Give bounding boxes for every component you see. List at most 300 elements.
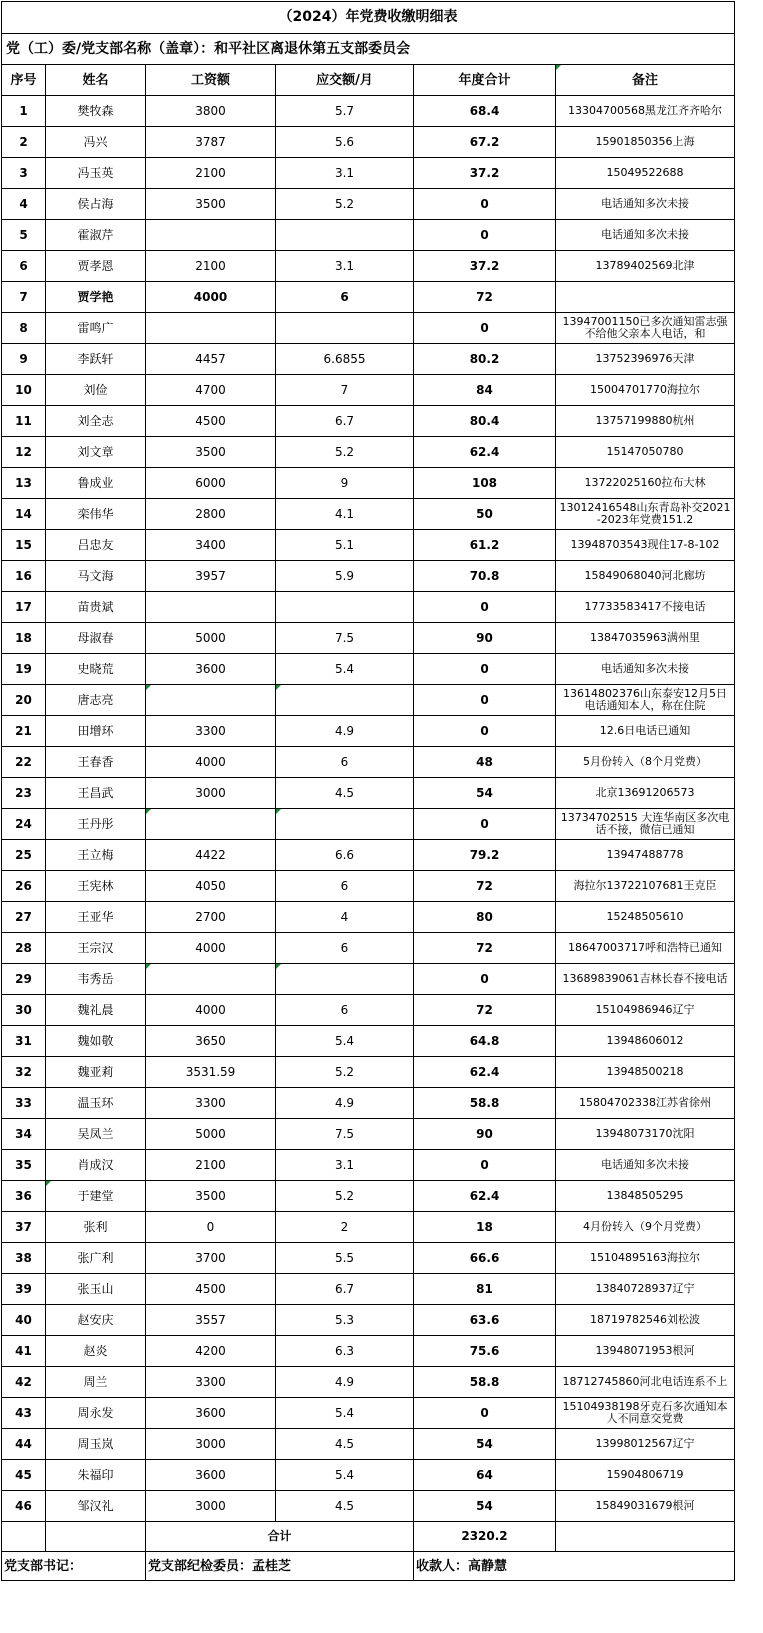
remark: 13948500218 bbox=[556, 1057, 735, 1088]
salary-amount: 0 bbox=[146, 1212, 276, 1243]
salary-amount: 2100 bbox=[146, 158, 276, 189]
table-row bbox=[2, 313, 735, 344]
monthly-fee bbox=[276, 592, 414, 623]
row-number: 18 bbox=[2, 623, 46, 654]
annual-total: 58.8 bbox=[414, 1367, 556, 1398]
member-name: 张利 bbox=[46, 1212, 146, 1243]
table-row bbox=[2, 1026, 735, 1057]
row-number: 2 bbox=[2, 127, 46, 158]
row-number: 29 bbox=[2, 964, 46, 995]
member-name: 刘全志 bbox=[46, 406, 146, 437]
salary-amount bbox=[146, 313, 276, 344]
member-name: 栾伟华 bbox=[46, 499, 146, 530]
annual-total: 108 bbox=[414, 468, 556, 499]
member-name: 刘文章 bbox=[46, 437, 146, 468]
header-salary: 工资额 bbox=[146, 65, 276, 96]
member-name: 王昌武 bbox=[46, 778, 146, 809]
monthly-fee: 6.7 bbox=[276, 406, 414, 437]
remark: 13304700568黑龙江齐齐哈尔 bbox=[556, 96, 735, 127]
annual-total: 54 bbox=[414, 778, 556, 809]
remark: 13789402569北津 bbox=[556, 251, 735, 282]
row-number: 16 bbox=[2, 561, 46, 592]
row-number: 12 bbox=[2, 437, 46, 468]
salary-amount: 5000 bbox=[146, 623, 276, 654]
annual-total: 72 bbox=[414, 933, 556, 964]
monthly-fee: 6 bbox=[276, 871, 414, 902]
member-name: 唐志亮 bbox=[46, 685, 146, 716]
remark: 13689839061吉林长春不接电话 bbox=[556, 964, 735, 995]
remark bbox=[556, 282, 735, 313]
salary-amount: 3787 bbox=[146, 127, 276, 158]
row-number: 46 bbox=[2, 1491, 46, 1522]
remark: 15104895163海拉尔 bbox=[556, 1243, 735, 1274]
org-row bbox=[2, 34, 735, 65]
salary-amount: 4500 bbox=[146, 406, 276, 437]
table-row bbox=[2, 1181, 735, 1212]
monthly-fee: 4.9 bbox=[276, 716, 414, 747]
row-number: 31 bbox=[2, 1026, 46, 1057]
salary-amount: 5000 bbox=[146, 1119, 276, 1150]
member-name: 王立梅 bbox=[46, 840, 146, 871]
total-label: 合计 bbox=[146, 1522, 414, 1552]
annual-total: 64 bbox=[414, 1460, 556, 1491]
salary-amount: 4000 bbox=[146, 933, 276, 964]
annual-total: 18 bbox=[414, 1212, 556, 1243]
row-number: 34 bbox=[2, 1119, 46, 1150]
remark: 13722025160拉布大林 bbox=[556, 468, 735, 499]
row-number: 20 bbox=[2, 685, 46, 716]
member-name: 魏如敬 bbox=[46, 1026, 146, 1057]
row-number: 45 bbox=[2, 1460, 46, 1491]
table-row bbox=[2, 1398, 735, 1429]
member-name: 樊牧森 bbox=[46, 96, 146, 127]
monthly-fee: 5.2 bbox=[276, 437, 414, 468]
salary-amount: 4000 bbox=[146, 747, 276, 778]
remark: 电话通知多次未接 bbox=[556, 220, 735, 251]
salary-amount: 2800 bbox=[146, 499, 276, 530]
monthly-fee bbox=[276, 964, 414, 995]
salary-amount bbox=[146, 964, 276, 995]
annual-total: 62.4 bbox=[414, 1181, 556, 1212]
annual-total: 0 bbox=[414, 685, 556, 716]
salary-amount bbox=[146, 592, 276, 623]
remark: 13757199880杭州 bbox=[556, 406, 735, 437]
monthly-fee: 5.4 bbox=[276, 1398, 414, 1429]
row-number: 30 bbox=[2, 995, 46, 1026]
member-name: 肖成汉 bbox=[46, 1150, 146, 1181]
annual-total: 90 bbox=[414, 1119, 556, 1150]
row-number: 32 bbox=[2, 1057, 46, 1088]
remark: 13734702515 大连华南区多次电话不接，微信已通知 bbox=[556, 809, 735, 840]
member-name: 贾学艳 bbox=[46, 282, 146, 313]
row-number: 8 bbox=[2, 313, 46, 344]
table-row bbox=[2, 375, 735, 406]
table-row bbox=[2, 1274, 735, 1305]
monthly-fee: 5.4 bbox=[276, 654, 414, 685]
table-row bbox=[2, 592, 735, 623]
salary-amount: 2100 bbox=[146, 1150, 276, 1181]
monthly-fee: 5.5 bbox=[276, 1243, 414, 1274]
monthly-fee: 6.7 bbox=[276, 1274, 414, 1305]
remark: 18647003717呼和浩特已通知 bbox=[556, 933, 735, 964]
fee-sheet bbox=[1, 1, 734, 1581]
remark: 电话通知多次未接 bbox=[556, 1150, 735, 1181]
monthly-fee: 6 bbox=[276, 282, 414, 313]
remark: 4月份转入（9个月党费） bbox=[556, 1212, 735, 1243]
monthly-fee: 5.7 bbox=[276, 96, 414, 127]
monthly-fee: 6.3 bbox=[276, 1336, 414, 1367]
salary-amount: 3600 bbox=[146, 654, 276, 685]
table-row bbox=[2, 251, 735, 282]
salary-amount: 3531.59 bbox=[146, 1057, 276, 1088]
annual-total: 0 bbox=[414, 592, 556, 623]
monthly-fee bbox=[276, 809, 414, 840]
remark: 15248505610 bbox=[556, 902, 735, 933]
row-number: 7 bbox=[2, 282, 46, 313]
member-name: 张玉山 bbox=[46, 1274, 146, 1305]
salary-amount: 4422 bbox=[146, 840, 276, 871]
annual-total: 0 bbox=[414, 654, 556, 685]
monthly-fee bbox=[276, 685, 414, 716]
annual-total: 48 bbox=[414, 747, 556, 778]
row-number: 1 bbox=[2, 96, 46, 127]
row-number: 25 bbox=[2, 840, 46, 871]
member-name: 李跃轩 bbox=[46, 344, 146, 375]
salary-amount bbox=[146, 809, 276, 840]
row-number: 22 bbox=[2, 747, 46, 778]
member-name: 霍淑芹 bbox=[46, 220, 146, 251]
salary-amount: 3400 bbox=[146, 530, 276, 561]
table-row bbox=[2, 189, 735, 220]
table-row bbox=[2, 437, 735, 468]
row-number: 13 bbox=[2, 468, 46, 499]
remark: 13947001150已多次通知雷志强不给他父亲本人电话，和 bbox=[556, 313, 735, 344]
row-number: 35 bbox=[2, 1150, 46, 1181]
member-name: 史晓荒 bbox=[46, 654, 146, 685]
remark: 18712745860河北电话连系不上 bbox=[556, 1367, 735, 1398]
table-row bbox=[2, 871, 735, 902]
monthly-fee: 4.5 bbox=[276, 1491, 414, 1522]
row-number: 9 bbox=[2, 344, 46, 375]
annual-total: 54 bbox=[414, 1429, 556, 1460]
table-row bbox=[2, 747, 735, 778]
member-name: 吕忠友 bbox=[46, 530, 146, 561]
table-row bbox=[2, 1150, 735, 1181]
annual-total: 75.6 bbox=[414, 1336, 556, 1367]
row-number: 28 bbox=[2, 933, 46, 964]
salary-amount: 4500 bbox=[146, 1274, 276, 1305]
monthly-fee: 7.5 bbox=[276, 623, 414, 654]
row-number: 19 bbox=[2, 654, 46, 685]
member-name: 侯占海 bbox=[46, 189, 146, 220]
annual-total: 64.8 bbox=[414, 1026, 556, 1057]
annual-total: 62.4 bbox=[414, 437, 556, 468]
annual-total: 81 bbox=[414, 1274, 556, 1305]
total-blank bbox=[2, 1522, 46, 1552]
member-name: 苗贵斌 bbox=[46, 592, 146, 623]
table-row bbox=[2, 468, 735, 499]
salary-amount: 3000 bbox=[146, 778, 276, 809]
member-name: 王宪林 bbox=[46, 871, 146, 902]
member-name: 于建堂 bbox=[46, 1181, 146, 1212]
table-row bbox=[2, 1460, 735, 1491]
row-number: 37 bbox=[2, 1212, 46, 1243]
remark: 15049522688 bbox=[556, 158, 735, 189]
row-number: 36 bbox=[2, 1181, 46, 1212]
annual-total: 0 bbox=[414, 313, 556, 344]
salary-amount: 3300 bbox=[146, 716, 276, 747]
member-name: 母淑春 bbox=[46, 623, 146, 654]
table-row bbox=[2, 1119, 735, 1150]
monthly-fee: 3.1 bbox=[276, 158, 414, 189]
table-row bbox=[2, 778, 735, 809]
table-row bbox=[2, 96, 735, 127]
member-name: 韦秀岳 bbox=[46, 964, 146, 995]
salary-amount bbox=[146, 685, 276, 716]
annual-total: 0 bbox=[414, 1150, 556, 1181]
monthly-fee: 5.3 bbox=[276, 1305, 414, 1336]
remark: 15901850356上海 bbox=[556, 127, 735, 158]
salary-amount: 4000 bbox=[146, 282, 276, 313]
annual-total: 50 bbox=[414, 499, 556, 530]
annual-total: 63.6 bbox=[414, 1305, 556, 1336]
header-name: 姓名 bbox=[46, 65, 146, 96]
member-name: 马文海 bbox=[46, 561, 146, 592]
row-number: 24 bbox=[2, 809, 46, 840]
monthly-fee: 7.5 bbox=[276, 1119, 414, 1150]
table-row bbox=[2, 933, 735, 964]
salary-amount: 3000 bbox=[146, 1429, 276, 1460]
total-row bbox=[2, 1522, 735, 1552]
table-row bbox=[2, 1212, 735, 1243]
remark: 12.6日电话已通知 bbox=[556, 716, 735, 747]
secretary-sign: 党支部书记： bbox=[2, 1552, 146, 1581]
remark: 13947488778 bbox=[556, 840, 735, 871]
row-number: 14 bbox=[2, 499, 46, 530]
table-row bbox=[2, 1088, 735, 1119]
total-blank bbox=[46, 1522, 146, 1552]
member-name: 冯玉英 bbox=[46, 158, 146, 189]
annual-total: 66.6 bbox=[414, 1243, 556, 1274]
row-number: 6 bbox=[2, 251, 46, 282]
annual-total: 68.4 bbox=[414, 96, 556, 127]
annual-total: 72 bbox=[414, 871, 556, 902]
table-row bbox=[2, 127, 735, 158]
annual-total: 80.4 bbox=[414, 406, 556, 437]
remark: 13948071953根河 bbox=[556, 1336, 735, 1367]
row-number: 42 bbox=[2, 1367, 46, 1398]
monthly-fee: 5.1 bbox=[276, 530, 414, 561]
member-name: 魏礼晨 bbox=[46, 995, 146, 1026]
row-number: 26 bbox=[2, 871, 46, 902]
table-row bbox=[2, 1367, 735, 1398]
salary-amount: 3600 bbox=[146, 1460, 276, 1491]
salary-amount: 4000 bbox=[146, 995, 276, 1026]
remark: 电话通知多次未接 bbox=[556, 654, 735, 685]
monthly-fee bbox=[276, 313, 414, 344]
monthly-fee: 9 bbox=[276, 468, 414, 499]
remark: 13752396976天津 bbox=[556, 344, 735, 375]
annual-total: 0 bbox=[414, 809, 556, 840]
member-name: 王丹彤 bbox=[46, 809, 146, 840]
monthly-fee: 4.9 bbox=[276, 1088, 414, 1119]
annual-total: 37.2 bbox=[414, 158, 556, 189]
salary-amount: 3500 bbox=[146, 437, 276, 468]
annual-total: 37.2 bbox=[414, 251, 556, 282]
salary-amount: 3300 bbox=[146, 1088, 276, 1119]
member-name: 雷鸣广 bbox=[46, 313, 146, 344]
remark: 15004701770海拉尔 bbox=[556, 375, 735, 406]
remark: 13948703543现住17-8-102 bbox=[556, 530, 735, 561]
header-annual: 年度合计 bbox=[414, 65, 556, 96]
member-name: 魏亚莉 bbox=[46, 1057, 146, 1088]
member-name: 贾孝恩 bbox=[46, 251, 146, 282]
member-name: 吴凤兰 bbox=[46, 1119, 146, 1150]
annual-total: 0 bbox=[414, 189, 556, 220]
member-name: 王宗汉 bbox=[46, 933, 146, 964]
remark: 15147050780 bbox=[556, 437, 735, 468]
table-row bbox=[2, 995, 735, 1026]
remark: 电话通知多次未接 bbox=[556, 189, 735, 220]
table-row bbox=[2, 282, 735, 313]
monthly-fee: 4 bbox=[276, 902, 414, 933]
monthly-fee: 5.4 bbox=[276, 1026, 414, 1057]
sheet-title: （2024）年党费收缴明细表 bbox=[2, 2, 735, 34]
row-number: 23 bbox=[2, 778, 46, 809]
annual-total: 79.2 bbox=[414, 840, 556, 871]
row-number: 17 bbox=[2, 592, 46, 623]
total-value: 2320.2 bbox=[414, 1522, 556, 1552]
member-name: 王亚华 bbox=[46, 902, 146, 933]
remark: 海拉尔13722107681王克臣 bbox=[556, 871, 735, 902]
member-name: 周永发 bbox=[46, 1398, 146, 1429]
salary-amount: 4200 bbox=[146, 1336, 276, 1367]
salary-amount: 3557 bbox=[146, 1305, 276, 1336]
monthly-fee: 6.6 bbox=[276, 840, 414, 871]
annual-total: 72 bbox=[414, 995, 556, 1026]
table-row bbox=[2, 1057, 735, 1088]
salary-amount: 4050 bbox=[146, 871, 276, 902]
member-name: 田增环 bbox=[46, 716, 146, 747]
remark: 13847035963满州里 bbox=[556, 623, 735, 654]
monthly-fee: 3.1 bbox=[276, 1150, 414, 1181]
annual-total: 70.8 bbox=[414, 561, 556, 592]
table-row bbox=[2, 654, 735, 685]
annual-total: 0 bbox=[414, 716, 556, 747]
salary-amount: 3300 bbox=[146, 1367, 276, 1398]
remark: 13012416548山东青岛补交2021-2023年党费151.2 bbox=[556, 499, 735, 530]
remark: 15849068040河北廊坊 bbox=[556, 561, 735, 592]
monthly-fee: 6 bbox=[276, 995, 414, 1026]
header-row bbox=[2, 65, 735, 96]
monthly-fee: 4.5 bbox=[276, 778, 414, 809]
row-number: 39 bbox=[2, 1274, 46, 1305]
annual-total: 90 bbox=[414, 623, 556, 654]
table-row bbox=[2, 1491, 735, 1522]
total-blank bbox=[556, 1522, 735, 1552]
table-row bbox=[2, 809, 735, 840]
monthly-fee: 5.4 bbox=[276, 1460, 414, 1491]
monthly-fee: 2 bbox=[276, 1212, 414, 1243]
monthly-fee bbox=[276, 220, 414, 251]
table-row bbox=[2, 1243, 735, 1274]
monthly-fee: 5.9 bbox=[276, 561, 414, 592]
table-row bbox=[2, 220, 735, 251]
row-number: 43 bbox=[2, 1398, 46, 1429]
org-name: 党（工）委/党支部名称（盖章）：和平社区离退休第五支部委员会 bbox=[2, 34, 735, 65]
member-name: 王春香 bbox=[46, 747, 146, 778]
member-name: 朱福印 bbox=[46, 1460, 146, 1491]
table-row bbox=[2, 406, 735, 437]
monthly-fee: 5.2 bbox=[276, 1181, 414, 1212]
salary-amount: 4457 bbox=[146, 344, 276, 375]
salary-amount: 3500 bbox=[146, 189, 276, 220]
row-number: 11 bbox=[2, 406, 46, 437]
salary-amount: 3500 bbox=[146, 1181, 276, 1212]
member-name: 赵安庆 bbox=[46, 1305, 146, 1336]
member-name: 刘俭 bbox=[46, 375, 146, 406]
table-row bbox=[2, 685, 735, 716]
member-name: 邹汉礼 bbox=[46, 1491, 146, 1522]
salary-amount: 3000 bbox=[146, 1491, 276, 1522]
signature-row bbox=[2, 1552, 735, 1581]
remark: 13840728937辽宁 bbox=[556, 1274, 735, 1305]
table-row bbox=[2, 158, 735, 189]
annual-total: 80 bbox=[414, 902, 556, 933]
table-row bbox=[2, 964, 735, 995]
table-row bbox=[2, 499, 735, 530]
remark: 15904806719 bbox=[556, 1460, 735, 1491]
monthly-fee: 5.6 bbox=[276, 127, 414, 158]
monthly-fee: 7 bbox=[276, 375, 414, 406]
row-number: 38 bbox=[2, 1243, 46, 1274]
salary-amount: 6000 bbox=[146, 468, 276, 499]
remark: 13948606012 bbox=[556, 1026, 735, 1057]
table-row bbox=[2, 561, 735, 592]
salary-amount: 3600 bbox=[146, 1398, 276, 1429]
header-no: 序号 bbox=[2, 65, 46, 96]
monthly-fee: 5.2 bbox=[276, 189, 414, 220]
salary-amount bbox=[146, 220, 276, 251]
annual-total: 62.4 bbox=[414, 1057, 556, 1088]
row-number: 10 bbox=[2, 375, 46, 406]
monthly-fee: 5.2 bbox=[276, 1057, 414, 1088]
salary-amount: 3700 bbox=[146, 1243, 276, 1274]
remark: 13848505295 bbox=[556, 1181, 735, 1212]
annual-total: 61.2 bbox=[414, 530, 556, 561]
annual-total: 80.2 bbox=[414, 344, 556, 375]
salary-amount: 4700 bbox=[146, 375, 276, 406]
inspector-sign: 党支部纪检委员：孟桂芝 bbox=[146, 1552, 414, 1581]
remark: 北京13691206573 bbox=[556, 778, 735, 809]
table-row bbox=[2, 716, 735, 747]
member-name: 周兰 bbox=[46, 1367, 146, 1398]
row-number: 44 bbox=[2, 1429, 46, 1460]
member-name: 张广利 bbox=[46, 1243, 146, 1274]
salary-amount: 3650 bbox=[146, 1026, 276, 1057]
row-number: 40 bbox=[2, 1305, 46, 1336]
member-name: 冯兴 bbox=[46, 127, 146, 158]
monthly-fee: 6 bbox=[276, 933, 414, 964]
table-row bbox=[2, 1429, 735, 1460]
monthly-fee: 4.1 bbox=[276, 499, 414, 530]
row-number: 21 bbox=[2, 716, 46, 747]
remark: 13948073170沈阳 bbox=[556, 1119, 735, 1150]
remark: 13614802376山东泰安12月5日电话通知本人，称在住院 bbox=[556, 685, 735, 716]
title-row bbox=[2, 2, 735, 34]
remark: 5月份转入（8个月党费） bbox=[556, 747, 735, 778]
annual-total: 84 bbox=[414, 375, 556, 406]
